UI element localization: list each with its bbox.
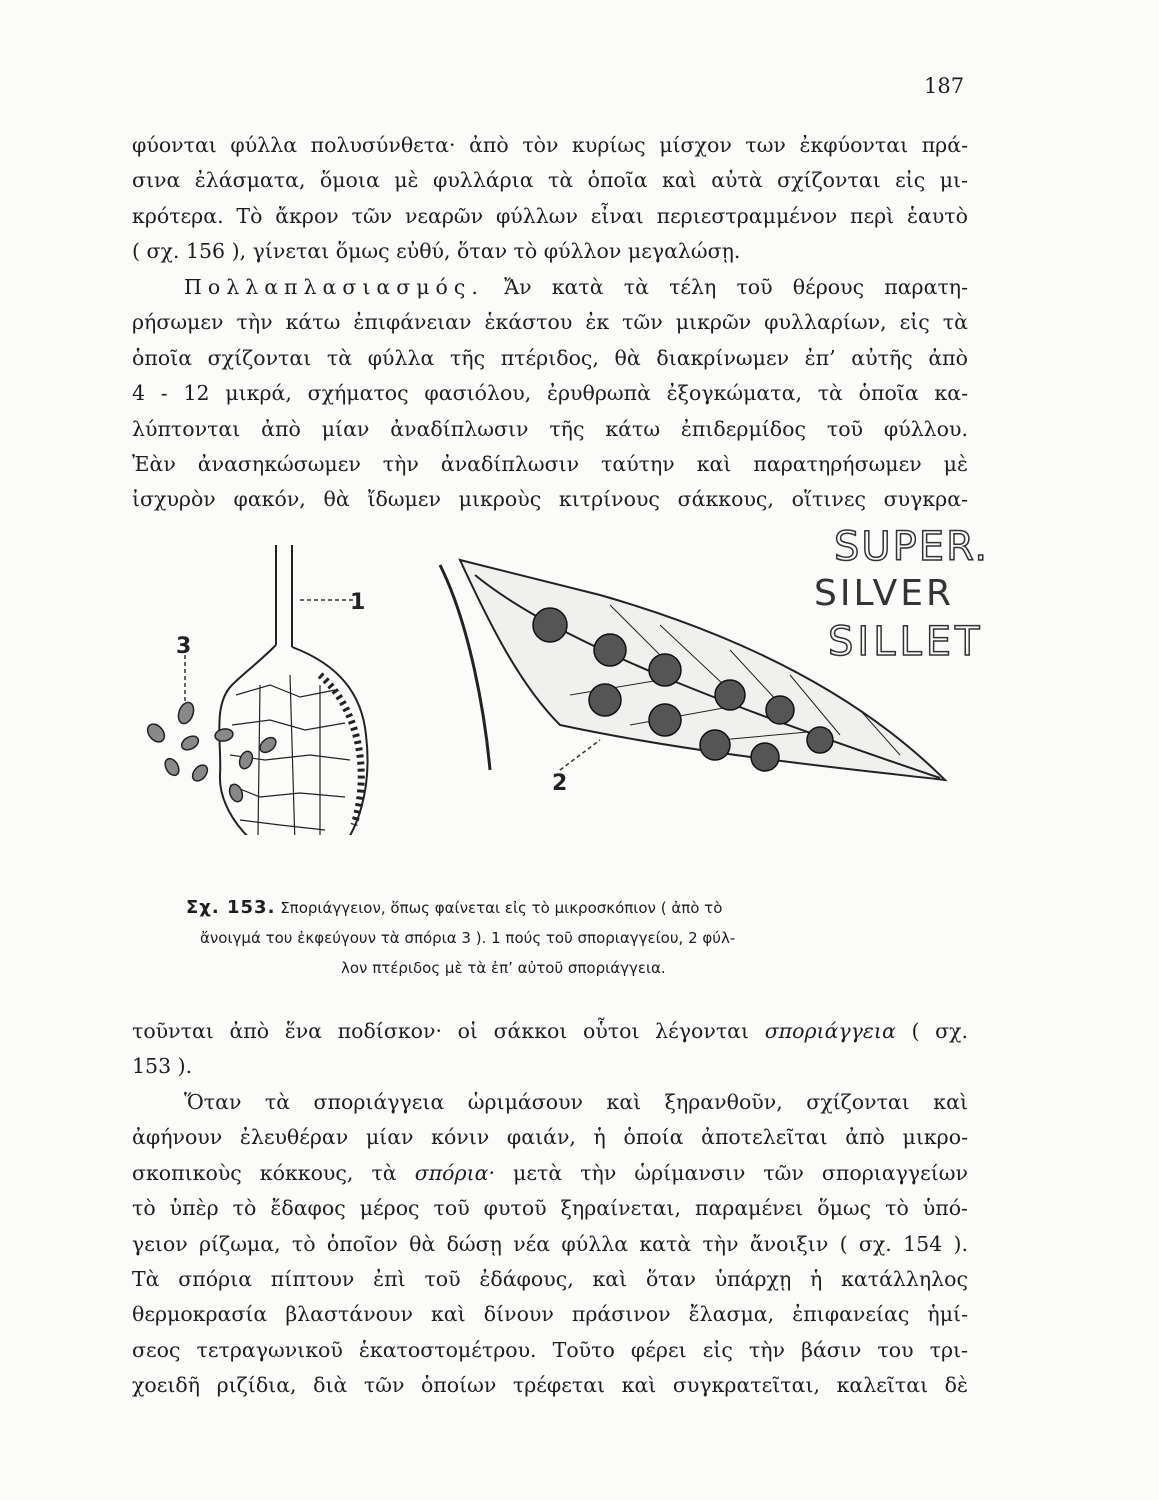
- figure-caption: [186, 893, 926, 983]
- text-line: σεος τετραγωνικοῦ ἑκατοστομέτρου. Τοῦτο φέρει εἰς τὴν βάσιν του τρι-: [132, 1337, 968, 1362]
- text-line: ἀφήνουν ἐλευθέραν μίαν κόνιν φαιάν, ἡ ὁποία ἀποτελεῖται ἀπὸ μικρο-: [132, 1125, 968, 1150]
- text-line: χοειδῆ ριζίδια, διὰ τῶν ὁποίων τρέφεται καὶ συγκρατεῖται, καλεῖται δὲ: [132, 1373, 968, 1398]
- text-line: 153 ).: [132, 1054, 193, 1079]
- text-line: [132, 1156, 968, 1191]
- page-number: 187: [924, 74, 965, 98]
- figure-label-2: 2: [552, 771, 568, 796]
- text-line: 4 - 12 μικρά, σχήματος φασιόλου, ἐρυθρωπὰ ἐξογκώματα, τὰ ὁποῖα κα-: [132, 381, 968, 406]
- handwriting-line-2: SILVER: [814, 573, 954, 614]
- term-spores: σπόρια·: [414, 1160, 495, 1185]
- text-segment: σκοπικοὺς κόκκους, τὰ: [132, 1160, 397, 1185]
- text-segment: ( σχ.: [911, 1019, 968, 1043]
- text-line: ( σχ. 156 ), γίνεται ὅμως εὐθύ, ὅταν τὸ φύλλον μεγαλώσῃ.: [132, 239, 741, 264]
- text-line: Ὅταν τὰ σποριάγγεια ὡριμάσουν καὶ ξηρανθοῦν, σχίζονται καὶ: [184, 1090, 968, 1114]
- text-line: [132, 270, 968, 305]
- text-line: ὁποῖα σχίζονται τὰ φύλλα τῆς πτέριδος, θὰ διακρίνωμεν ἐπ’ αὐτῆς ἀπὸ: [132, 345, 968, 370]
- handwriting-line-3: SILLET: [828, 619, 984, 665]
- text-line: κρότερα. Τὸ ἄκρον τῶν νεαρῶν φύλλων εἶναι περιεστραμμένον περὶ ἑαυτὸ: [132, 203, 968, 228]
- text-line: ἰσχυρὸν φακόν, θὰ ἴδωμεν μικροὺς κιτρίνους σάκκους, οἵτινες συγκρα-: [132, 487, 968, 512]
- caption-label: Σχ. 153.: [186, 897, 276, 918]
- text-segment: μετὰ τὴν ὡρίμανσιν τῶν σποριαγγείων: [513, 1160, 968, 1185]
- paragraph-top: [132, 128, 968, 270]
- paragraph-spores: [132, 1085, 968, 1404]
- figure-label-1: 1: [350, 590, 366, 615]
- paragraph-multiplication: [132, 270, 968, 518]
- text-line: φύονται φύλλα πολυσύνθετα· ἀπὸ τὸν κυρίως μίσχον των ἐκφύονται πρά-: [132, 133, 968, 157]
- figure-label-3: 3: [176, 634, 192, 659]
- text-line: λύπτονται ἀπὸ μίαν ἀναδίπλωσιν τῆς κάτω ἐπιδερμίδος τοῦ φύλλου.: [132, 416, 968, 441]
- text-line: Τὰ σπόρια πίπτουν ἐπὶ τοῦ ἐδάφους, καὶ ὅταν ὑπάρχῃ ἡ κατάλληλος: [132, 1267, 968, 1292]
- text-line: τὸ ὑπὲρ τὸ ἔδαφος μέρος τοῦ φυτοῦ ξηραίνεται, παραμένει ὅμως τὸ ὑπό-: [132, 1196, 968, 1221]
- heading-line-rest: Ἄν κατὰ τὰ τέλη τοῦ θέρους παρατη-: [504, 275, 968, 299]
- text-line: [132, 1014, 968, 1049]
- caption-text: Σποριάγγειον, ὅπως φαίνεται εἰς τὸ μικροσκόπιον ( ἀπὸ τὸ: [280, 899, 723, 917]
- caption-line: λον πτέριδος μὲ τὰ ἐπ’ αὐτοῦ σποριάγγεια.: [341, 959, 666, 977]
- caption-line: [186, 893, 926, 923]
- section-heading: Πολλαπλασιασμός.: [184, 275, 484, 299]
- term-sporangia: σποριάγγεια: [764, 1019, 896, 1043]
- caption-line: ἄνοιγμά του ἐκφεύγουν τὰ σπόρια 3 ). 1 πούς τοῦ σποριαγγείου, 2 φύλ-: [200, 929, 736, 947]
- handwritten-annotation: [812, 510, 1042, 670]
- paragraph-continued: [132, 1014, 968, 1085]
- text-line: Ἐὰν ἀνασηκώσωμεν τὴν ἀναδίπλωσιν ταύτην καὶ παρατηρήσωμεν μὲ: [132, 452, 968, 477]
- text-line: θερμοκρασία βλαστάνουν καὶ δίνουν πράσινον ἔλασμα, ἐπιφανείας ἡμί-: [132, 1302, 968, 1327]
- handwriting-line-1: SUPER.: [834, 524, 990, 570]
- text-line: σινα ἐλάσματα, ὅμοια μὲ φυλλάρια τὰ ὁποῖα καὶ αὐτὰ σχίζονται εἰς μι-: [132, 168, 968, 193]
- text-line: γειον ρίζωμα, τὸ ὁποῖον θὰ δώσῃ νέα φύλλα κατὰ τὴν ἄνοιξιν ( σχ. 154 ).: [132, 1231, 968, 1256]
- text-line: ρήσωμεν τὴν κάτω ἐπιφάνειαν ἑκάστου ἐκ τῶν μικρῶν φυλλαρίων, εἰς τὰ: [132, 310, 968, 335]
- text-segment: τοῦνται ἀπὸ ἕνα ποδίσκον· οἱ σάκκοι οὗτοι λέγονται: [132, 1019, 750, 1043]
